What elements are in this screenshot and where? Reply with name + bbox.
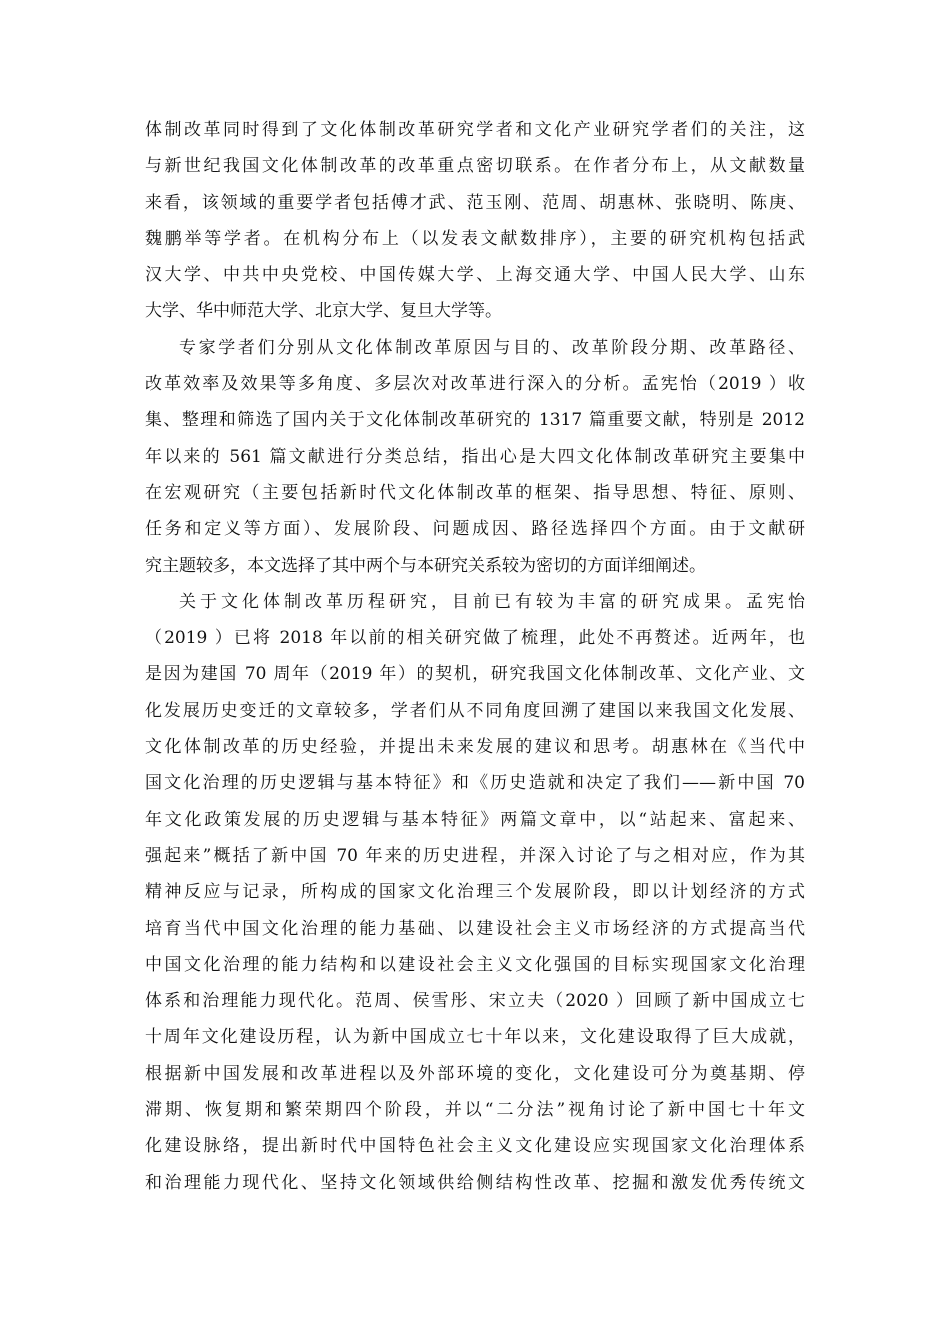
text-line: 与新世纪我国文化体制改革的改革重点密切联系。在作者分布上，从文献数量 (145, 156, 805, 177)
text-line: 究主题较多，本文选择了其中两个与本研究关系较为密切的方面详细阐述。 (145, 555, 706, 576)
text-line: 来看，该领域的重要学者包括傅才武、范玉刚、范周、胡惠林、张晓明、陈庚、 (145, 192, 805, 213)
text-line: 专家学者们分别从文化体制改革原因与目的、改革阶段分期、改革路径、 (179, 337, 805, 358)
text-line: 文化体制改革的历史经验，并提出未来发展的建议和思考。胡惠林在《当代中 (145, 737, 805, 758)
text-line: 精神反应与记录，所构成的国家文化治理三个发展阶段，即以计划经济的方式 (145, 882, 805, 903)
text-line: 中国文化治理的能力结构和以建设社会主义文化强国的目标实现国家文化治理 (145, 954, 805, 975)
text-line: 关于文化体制改革历程研究，目前已有较为丰富的研究成果。孟宪怡 (179, 591, 805, 612)
text-line: 化建设脉络，提出新时代中国特色社会主义文化建设应实现国家文化治理体系 (145, 1136, 805, 1157)
paragraph-1 (145, 112, 805, 330)
text-line: 体系和治理能力现代化。范周、侯雪彤、宋立夫（2020 ）回顾了新中国成立七 (145, 991, 805, 1012)
document-page (145, 112, 805, 1201)
text-line: 体制改革同时得到了文化体制改革研究学者和文化产业研究学者们的关注，这 (145, 120, 805, 140)
text-line: 培育当代中国文化治理的能力基础、以建设社会主义市场经济的方式提高当代 (145, 918, 805, 939)
text-line: 滞期、恢复期和繁荣期四个阶段，并以“二分法”视角讨论了新中国七十年文 (145, 1100, 805, 1121)
text-line: 强起来”概括了新中国 70 年来的历史进程，并深入讨论了与之相对应，作为其 (145, 845, 805, 866)
paragraph-3 (145, 584, 805, 1201)
text-line: 在宏观研究（主要包括新时代文化体制改革的框架、指导思想、特征、原则、 (145, 482, 805, 503)
text-line: 集、整理和筛选了国内关于文化体制改革研究的 1317 篇重要文献，特别是 2012 (145, 410, 805, 431)
text-line: 汉大学、中共中央党校、中国传媒大学、上海交通大学、中国人民大学、山东 (145, 265, 805, 286)
text-line: 化发展历史变迁的文章较多，学者们从不同角度回溯了建国以来我国文化发展、 (145, 700, 805, 721)
text-line: 年以来的 561 篇文献进行分类总结，指出心是大四文化体制改革研究主要集中 (145, 446, 805, 467)
text-line: 改革效率及效果等多角度、多层次对改革进行深入的分析。孟宪怡（2019 ）收 (145, 374, 805, 395)
text-line: 根据新中国发展和改革进程以及外部环境的变化，文化建设可分为奠基期、停 (145, 1063, 805, 1084)
text-line: 魏鹏举等学者。在机构分布上（以发表文献数排序），主要的研究机构包括武 (145, 228, 805, 249)
text-line: 年文化政策发展的历史逻辑与基本特征》两篇文章中，以“站起来、富起来、 (145, 809, 805, 830)
text-line: 任务和定义等方面）、发展阶段、问题成因、路径选择四个方面。由于文献研 (145, 519, 805, 540)
paragraph-2 (145, 330, 805, 584)
text-line: （2019 ）已将 2018 年以前的相关研究做了梳理，此处不再赘述。近两年，也 (145, 628, 805, 649)
text-line: 十周年文化建设历程，认为新中国成立七十年以来，文化建设取得了巨大成就， (145, 1027, 805, 1048)
text-line: 和治理能力现代化、坚持文化领域供给侧结构性改革、挖掘和激发优秀传统文 (145, 1172, 805, 1193)
text-line: 是因为建国 70 周年（2019 年）的契机，研究我国文化体制改革、文化产业、文 (145, 664, 805, 685)
text-line: 国文化治理的历史逻辑与基本特征》和《历史造就和决定了我们——新中国 70 (145, 773, 805, 794)
text-line: 大学、华中师范大学、北京大学、复旦大学等。 (145, 301, 502, 322)
